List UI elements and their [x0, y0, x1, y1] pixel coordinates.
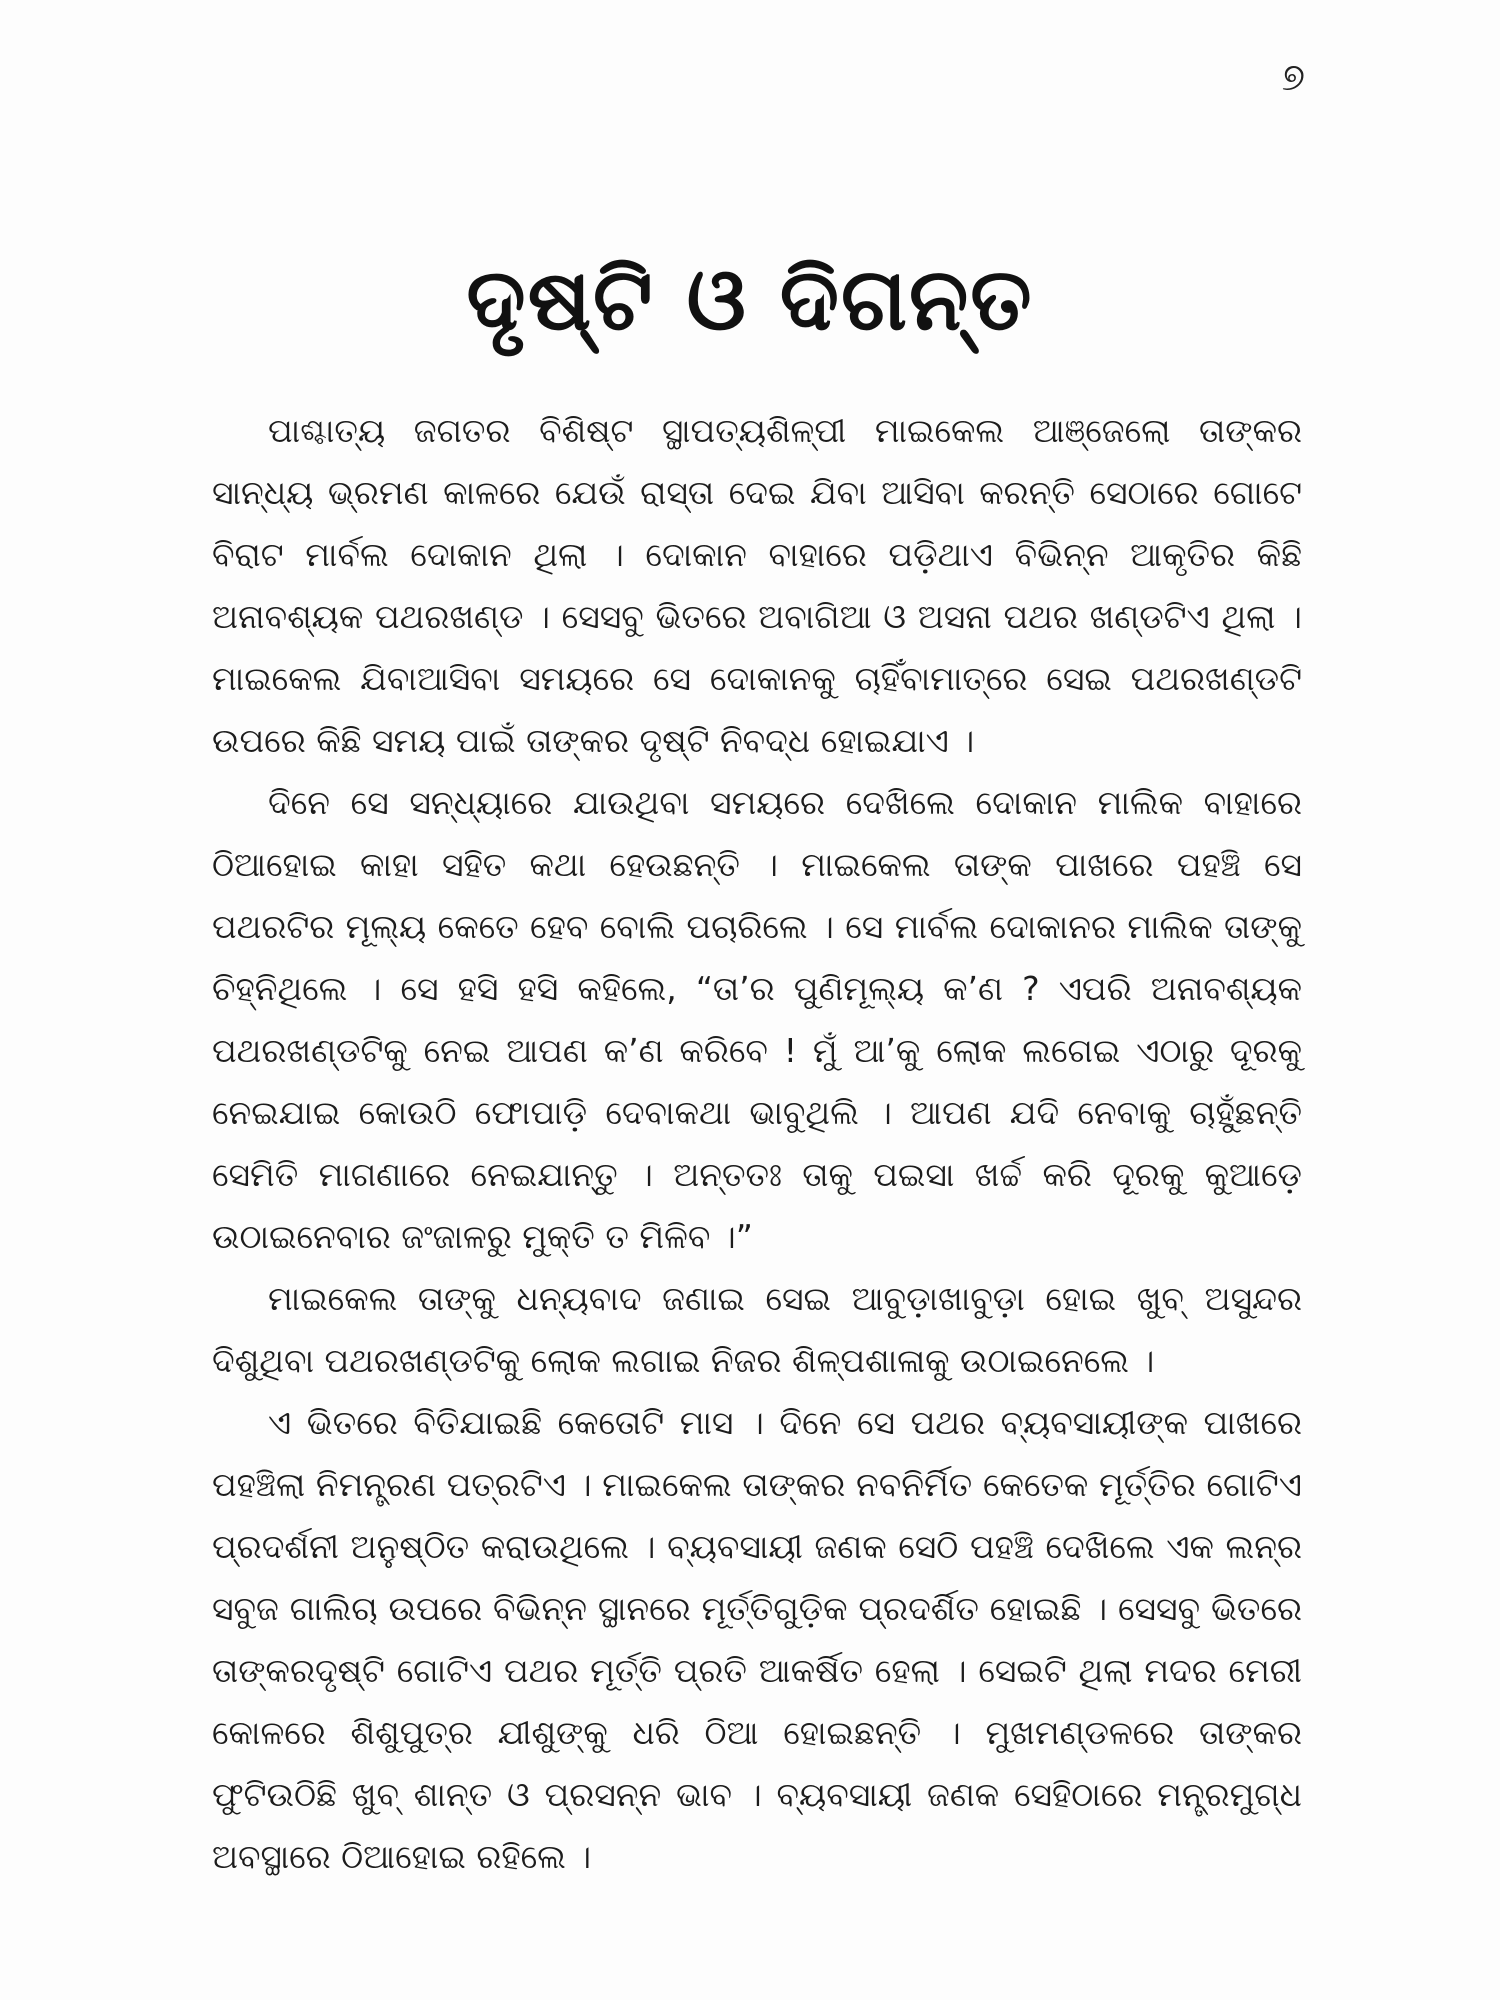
paragraph: ଏ ଭିତରେ ବିତିଯାଇଛି କେତୋଟି ମାସ । ଦିନେ ସେ ପଥର ବ୍ୟବସାୟୀଙ୍କ ପାଖରେ ପହଞ୍ଚିଲା ନିମନ୍ତ୍ରଣ ପତ୍ରଟିଏ । ମାଇକେଲ ତାଙ୍କର ନବନିର୍ମିତ କେତେକ ମୂର୍ତ୍ତିର ଗୋଟିଏ ପ୍ରଦର୍ଶନୀ ଅନୁଷ୍ଠିତ କରାଉଥିଲେ । ବ୍ୟବସାୟୀ ଜଣକ ସେଠି ପହଞ୍ଚି ଦେଖିଲେ ଏକ ଲନ୍‌ର ସବୁଜ ଗାଲିଚା ଉପରେ ବିଭିନ୍ନ ସ୍ଥାନରେ ମୂର୍ତ୍ତିଗୁଡ଼ିକ ପ୍ରଦର୍ଶିତ ହୋଇଛି । ସେସବୁ ଭିତରେ ତାଙ୍କରଦୃଷ୍ଟି ଗୋଟିଏ ପଥର ମୂର୍ତ୍ତି ପ୍ରତି ଆକର୍ଷିତ ହେଲା । ସେଇଟି ଥିଲା ମଦର ମେରୀ କୋଳରେ ଶିଶୁପୁତ୍ର ଯୀଶୁଙ୍କୁ ଧରି ଠିଆ ହୋଇଛନ୍ତି । ମୁଖମଣ୍ଡଳରେ ତାଙ୍କର ଫୁଟିଉଠିଛି ଖୁବ୍ ଶାନ୍ତ ଓ ପ୍ରସନ୍ନ ଭାବ । ବ୍ୟବସାୟୀ ଜଣକ ସେହିଠାରେ ମନ୍ତ୍ରମୁଗ୍ଧ ଅବସ୍ଥାରେ ଠିଆହୋଇ ରହିଲେ ।: [212, 1403, 1302, 1876]
paragraph: ପାଶ୍ଚାତ୍ୟ ଜଗତର ବିଶିଷ୍ଟ ସ୍ଥାପତ୍ୟଶିଳ୍ପୀ ମାଇକେଲ ଆଞ୍ଜେଲୋ ତାଙ୍କର ସାନ୍ଧ୍ୟ ଭ୍ରମଣ କାଳରେ ଯେଉଁ ରାସ୍ତା ଦେଇ ଯିବା ଆସିବା କରନ୍ତି ସେଠାରେ ଗୋଟେ ବିରାଟ ମାର୍ବଲ ଦୋକାନ ଥିଲା । ଦୋକାନ ବାହାରେ ପଡ଼ିଥାଏ ବିଭିନ୍ନ ଆକୃତିର କିଛି ଅନାବଶ୍ୟକ ପଥରଖଣ୍ଡ । ସେସବୁ ଭିତରେ ଅବାଗିଆ ଓ ଅସନା ପଥର ଖଣ୍ଡଟିଏ ଥିଲା । ମାଇକେଲ ଯିବାଆସିବା ସମୟରେ ସେ ଦୋକାନକୁ ଚାହିଁବାମାତ୍ରେ ସେଇ ପଥରଖଣ୍ଡଟି ଉପରେ କିଛି ସମୟ ପାଇଁ ତାଙ୍କର ଦୃଷ୍ଟି ନିବଦ୍ଧ ହୋଇଯାଏ ।: [212, 411, 1302, 760]
chapter-title: ଦୃଷ୍ଟି ଓ ଦିଗନ୍ତ: [466, 250, 1034, 350]
body-text: [212, 400, 1302, 1888]
paragraph: ମାଇକେଲ ତାଙ୍କୁ ଧନ୍ୟବାଦ ଜଣାଇ ସେଇ ଆବୁଡ଼ାଖାବୁଡ଼ା ହୋଇ ଖୁବ୍ ଅସୁନ୍ଦର ଦିଶୁଥିବା ପଥରଖଣ୍ଡଟିକୁ ଲୋକ ଲଗାଇ ନିଜର ଶିଳ୍ପଶାଳାକୁ ଉଠାଇନେଲେ ।: [212, 1279, 1302, 1380]
paragraph: ଦିନେ ସେ ସନ୍ଧ୍ୟାରେ ଯାଉଥିବା ସମୟରେ ଦେଖିଲେ ଦୋକାନ ମାଲିକ ବାହାରେ ଠିଆହୋଇ କାହା ସହିତ କଥା ହେଉଛନ୍ତି । ମାଇକେଲ ତାଙ୍କ ପାଖରେ ପହଞ୍ଚି ସେ ପଥରଟିର ମୂଲ୍ୟ କେତେ ହେବ ବୋଲି ପଚାରିଲେ । ସେ ମାର୍ବଲ ଦୋକାନର ମାଲିକ ତାଙ୍କୁ ଚିହ୍ନିଥିଲେ । ସେ ହସି ହସି କହିଲେ, “ତା’ର ପୁଣିମୂଲ୍ୟ କ’ଣ ? ଏପରି ଅନାବଶ୍ୟକ ପଥରଖଣ୍ଡଟିକୁ ନେଇ ଆପଣ କ’ଣ କରିବେ ! ମୁଁ ଆ’କୁ ଲୋକ ଲଗେଇ ଏଠାରୁ ଦୂରକୁ ନେଇଯାଇ କୋଉଠି ଫୋପାଡ଼ି ଦେବାକଥା ଭାବୁଥିଲି । ଆପଣ ଯଦି ନେବାକୁ ଚାହୁଁଛନ୍ତି ସେମିତି ମାଗଣାରେ ନେଇଯାନ୍ତୁ । ଅନ୍ତତଃ ତାକୁ ପଇସା ଖର୍ଚ୍ଚ କରି ଦୂରକୁ କୁଆଡ଼େ ଉଠାଇନେବାର ଜଂଜାଳରୁ ମୁକ୍ତି ତ ମିଳିବ ।”: [212, 783, 1302, 1256]
page-number: ୭: [1281, 55, 1305, 99]
